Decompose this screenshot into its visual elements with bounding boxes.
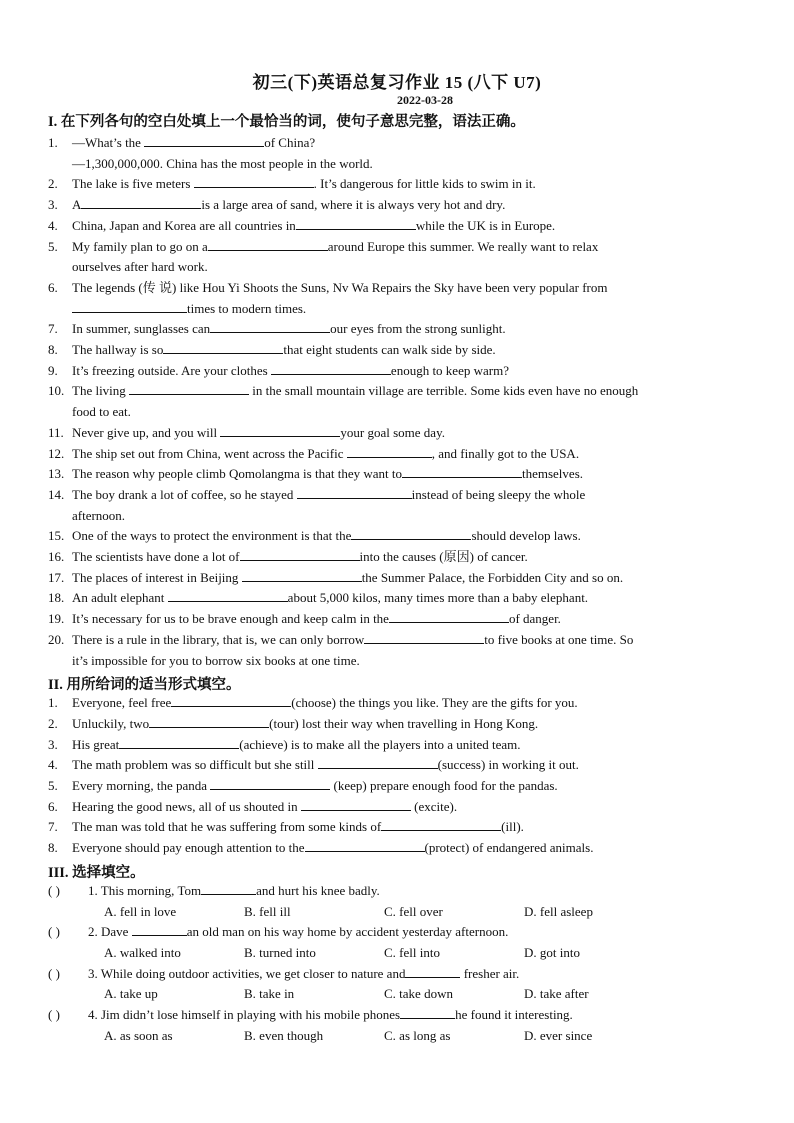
- question-number: 6.: [48, 279, 58, 295]
- mc-option[interactable]: A. walked into: [104, 944, 181, 960]
- question-text: [72, 714, 744, 735]
- question-item: [48, 693, 744, 714]
- question-text: [72, 547, 744, 568]
- item-text: The living: [72, 383, 130, 399]
- item-text: —1,300,000,000. China has the most people in the world.: [72, 155, 373, 171]
- item-text: food to eat.: [72, 404, 131, 420]
- question-number: 13.: [48, 466, 65, 482]
- question-item: [48, 797, 744, 818]
- answer-blank[interactable]: [381, 817, 501, 831]
- answer-blank[interactable]: [318, 755, 438, 769]
- question-number: 15.: [48, 528, 65, 544]
- item-text: The ship set out from China, went across the Pacific: [72, 445, 347, 461]
- answer-blank[interactable]: [242, 568, 362, 582]
- question-text: [72, 776, 744, 797]
- question-number: 12.: [48, 445, 65, 461]
- question-item: [48, 237, 744, 278]
- item-text: 2. Dave: [88, 924, 132, 940]
- item-text: The reason why people climb Qomolangma is that they want to: [72, 466, 402, 482]
- mc-option[interactable]: C. as long as: [384, 1027, 451, 1043]
- answer-blank[interactable]: [149, 714, 269, 728]
- item-text: is a large area of sand, where it is always very hot and dry.: [201, 197, 506, 213]
- item-text: My family plan to go on a: [72, 238, 208, 254]
- question-text: [72, 568, 744, 589]
- question-item: [48, 361, 744, 382]
- item-text: while the UK is in Europe.: [415, 217, 556, 233]
- answer-blank[interactable]: [210, 776, 330, 790]
- answer-blank[interactable]: [201, 881, 256, 895]
- answer-parentheses[interactable]: ( ): [48, 924, 60, 940]
- question-item: [48, 216, 744, 237]
- question-item: [48, 817, 744, 838]
- item-text: into the causes (原因) of cancer.: [359, 549, 528, 564]
- mc-option[interactable]: B. fell ill: [244, 903, 291, 919]
- answer-blank[interactable]: [163, 340, 283, 354]
- question-text: [72, 735, 744, 756]
- item-text: the Summer Palace, the Forbidden City and so on.: [361, 569, 624, 585]
- question-item: [48, 464, 744, 485]
- question-number: 18.: [48, 590, 65, 606]
- item-text: of danger.: [508, 611, 561, 627]
- question-item: [48, 526, 744, 547]
- item-text: His great: [72, 736, 120, 752]
- question-item: [48, 755, 744, 776]
- answer-blank[interactable]: [389, 609, 509, 623]
- answer-blank[interactable]: [171, 693, 291, 707]
- answer-blank[interactable]: [72, 299, 187, 313]
- question-text: [72, 340, 744, 361]
- item-text: Every morning, the panda: [72, 778, 211, 793]
- item-text: —What’s the: [72, 135, 145, 150]
- answer-blank[interactable]: [297, 485, 412, 499]
- question-text: [72, 133, 744, 174]
- question-number: 8.: [48, 840, 58, 856]
- answer-blank[interactable]: [240, 547, 360, 561]
- item-text: (excite).: [410, 798, 458, 814]
- item-text: he found it interesting.: [455, 1007, 573, 1022]
- question-number: 6.: [48, 798, 58, 814]
- mc-option[interactable]: D. fell asleep: [524, 903, 593, 919]
- item-text: (achieve) is to make all the players into a united team.: [239, 736, 521, 752]
- question-number: 10.: [48, 383, 65, 399]
- answer-blank[interactable]: [129, 381, 249, 395]
- answer-blank[interactable]: [210, 319, 330, 333]
- question-number: 9.: [48, 362, 58, 378]
- question-number: 5.: [48, 238, 58, 254]
- question-text: [72, 174, 744, 195]
- question-item: [48, 714, 744, 735]
- item-text: our eyes from the strong sunlight.: [330, 321, 506, 337]
- question-number: 11.: [48, 424, 64, 440]
- item-text: and hurt his knee badly.: [256, 882, 380, 898]
- mc-option[interactable]: D. ever since: [524, 1027, 593, 1043]
- section-3-heading: III. 选择填空。: [48, 864, 145, 881]
- question-number: 19.: [48, 611, 65, 627]
- question-text: [72, 278, 744, 319]
- item-text: it’s impossible for you to borrow six books at one time.: [72, 652, 360, 668]
- question-text: [72, 609, 744, 630]
- answer-blank[interactable]: [132, 922, 187, 936]
- page-title: 初三(下)英语总复习作业 15 (八下 U7): [252, 73, 542, 92]
- question-item: [48, 609, 744, 630]
- item-text: . It’s dangerous for little kids to swim in it.: [313, 176, 536, 192]
- item-text: your goal some day.: [340, 424, 445, 440]
- item-text: Hearing the good news, all of us shouted in: [72, 798, 301, 814]
- section-1-heading: I. 在下列各句的空白处填上一个最恰当的词，使句子意思完整，语法正确。: [48, 114, 525, 130]
- answer-blank[interactable]: [351, 526, 471, 540]
- mc-option[interactable]: A. fell in love: [104, 903, 177, 919]
- answer-parentheses[interactable]: ( ): [48, 882, 60, 898]
- mc-option[interactable]: A. take up: [104, 986, 158, 1002]
- mc-options: [104, 1026, 704, 1047]
- item-text: that eight students can walk side by side.: [283, 342, 496, 357]
- mc-question: [48, 1005, 748, 1026]
- question-number: 16.: [48, 549, 65, 564]
- question-text: [72, 361, 744, 382]
- item-text: ourselves after hard work.: [72, 259, 208, 275]
- question-text: [72, 588, 744, 609]
- answer-blank[interactable]: [208, 237, 328, 251]
- question-item: [48, 588, 744, 609]
- item-text: 1. This morning, Tom: [88, 882, 202, 898]
- answer-blank[interactable]: [296, 216, 416, 230]
- item-text: afternoon.: [72, 507, 126, 523]
- question-item: [48, 340, 744, 361]
- question-item: [48, 423, 744, 444]
- question-item: [48, 485, 744, 526]
- question-text: [72, 319, 744, 340]
- item-text: 3. While doing outdoor activities, we get closer to nature and: [88, 965, 406, 981]
- item-text: The math problem was so difficult but she still: [72, 757, 318, 773]
- answer-blank[interactable]: [194, 174, 314, 188]
- question-item: [48, 133, 744, 174]
- question-number: 2.: [48, 176, 58, 192]
- question-item: [48, 547, 744, 568]
- item-text: (choose) the things you like. They are the gifts for you.: [291, 695, 578, 711]
- answer-blank[interactable]: [271, 361, 391, 375]
- item-text: themselves.: [521, 466, 583, 482]
- question-item: [48, 444, 744, 465]
- question-number: 1.: [48, 695, 58, 711]
- answer-blank[interactable]: [400, 1005, 455, 1019]
- item-text: The lake is five meters: [72, 176, 194, 192]
- question-item: [48, 381, 744, 422]
- item-text: Everyone should pay enough attention to the: [72, 840, 305, 856]
- question-number: 2.: [48, 715, 58, 731]
- question-text: [72, 797, 744, 818]
- answer-blank[interactable]: [305, 838, 425, 852]
- item-text: China, Japan and Korea are all countries in: [72, 217, 296, 233]
- question-text: [72, 216, 744, 237]
- item-text: It’s freezing outside. Are your clothes: [72, 362, 271, 378]
- section-2-heading: II. 用所给词的适当形式填空。: [48, 677, 241, 694]
- question-text: [72, 423, 744, 444]
- answer-parentheses[interactable]: ( ): [48, 965, 60, 981]
- mc-question: [48, 922, 748, 943]
- question-text: [72, 237, 744, 278]
- item-text: around Europe this summer. We really want to relax: [327, 238, 599, 254]
- question-text: [72, 444, 744, 465]
- question-text: [72, 485, 744, 526]
- item-text: fresher air.: [460, 965, 520, 981]
- item-text: (success) in working it out.: [437, 757, 579, 773]
- question-text: [72, 195, 744, 216]
- item-text: It’s necessary for us to be brave enough and keep calm in the: [72, 611, 389, 627]
- question-number: 7.: [48, 321, 58, 337]
- item-text: One of the ways to protect the environment is that the: [72, 528, 352, 544]
- item-text: should develop laws.: [471, 528, 581, 544]
- item-text: A: [72, 197, 82, 213]
- item-text: , and finally got to the USA.: [431, 445, 580, 461]
- question-number: 17.: [48, 569, 65, 585]
- item-text: enough to keep warm?: [390, 362, 509, 378]
- mc-option[interactable]: B. turned into: [244, 944, 316, 960]
- mc-option[interactable]: D. take after: [524, 986, 589, 1002]
- item-text: in the small mountain village are terrible. Some kids even have no enough: [249, 383, 639, 399]
- question-text: [72, 630, 744, 671]
- question-item: [48, 838, 744, 859]
- item-text: The scientists have done a lot of: [72, 549, 240, 564]
- item-text: 4. Jim didn’t lose himself in playing with his mobile phones: [88, 1007, 401, 1022]
- question-text: [72, 817, 744, 838]
- answer-parentheses[interactable]: ( ): [48, 1007, 60, 1022]
- item-text: (keep) prepare enough food for the pandas.: [330, 778, 558, 793]
- question-number: 4.: [48, 217, 58, 233]
- item-text: (protect) of endangered animals.: [424, 840, 594, 856]
- mc-options: [104, 902, 704, 923]
- mc-option[interactable]: C. fell into: [384, 944, 440, 960]
- mc-option[interactable]: B. even though: [244, 1027, 324, 1043]
- question-number: 4.: [48, 757, 58, 773]
- answer-blank[interactable]: [168, 588, 288, 602]
- question-item: [48, 319, 744, 340]
- item-text: of China?: [264, 135, 316, 150]
- mc-option[interactable]: B. take in: [244, 986, 295, 1002]
- question-text: [72, 526, 744, 547]
- item-text: There is a rule in the library, that is, we can only borrow: [72, 631, 365, 647]
- question-text: [72, 381, 744, 422]
- answer-blank[interactable]: [301, 797, 411, 811]
- item-text: The man was told that he was suffering from some kinds of: [72, 819, 382, 835]
- question-item: [48, 195, 744, 216]
- item-text: times to modern times.: [187, 300, 307, 316]
- item-text: The places of interest in Beijing: [72, 569, 242, 585]
- question-item: [48, 568, 744, 589]
- item-text: Everyone, feel free: [72, 695, 172, 711]
- question-item: [48, 735, 744, 756]
- question-number: 7.: [48, 819, 58, 835]
- mc-option[interactable]: A. as soon as: [104, 1027, 173, 1043]
- question-item: [48, 174, 744, 195]
- item-text: An adult elephant: [72, 590, 168, 606]
- answer-blank[interactable]: [144, 133, 264, 147]
- question-text: [72, 755, 744, 776]
- item-text: instead of being sleepy the whole: [411, 486, 586, 502]
- answer-blank[interactable]: [364, 630, 484, 644]
- question-number: 8.: [48, 342, 58, 357]
- item-text: The hallway is so: [72, 342, 164, 357]
- question-number: 3.: [48, 736, 58, 752]
- mc-question: [48, 964, 748, 985]
- item-text: about 5,000 kilos, many times more than a baby elephant.: [287, 590, 589, 606]
- answer-blank[interactable]: [81, 195, 201, 209]
- mc-options: [104, 984, 704, 1005]
- question-number: 14.: [48, 486, 65, 502]
- question-item: [48, 278, 744, 319]
- mc-option[interactable]: D. got into: [524, 944, 580, 960]
- item-text: Never give up, and you will: [72, 424, 221, 440]
- item-text: (ill).: [501, 819, 524, 835]
- answer-blank[interactable]: [347, 444, 432, 458]
- item-text: Unluckily, two: [72, 715, 150, 731]
- question-text: [72, 838, 744, 859]
- question-item: [48, 630, 744, 671]
- mc-question: [48, 881, 748, 902]
- mc-option[interactable]: C. take down: [384, 986, 453, 1002]
- question-text: [72, 693, 744, 714]
- question-number: 1.: [48, 135, 58, 150]
- question-number: 20.: [48, 631, 65, 647]
- question-text: [72, 464, 744, 485]
- item-text: (tour) lost their way when travelling in Hong Kong.: [269, 715, 539, 731]
- item-text: The legends (传 说) like Hou Yi Shoots the Suns, Nv Wa Repairs the Sky have been very popular from: [72, 279, 608, 295]
- question-item: [48, 776, 744, 797]
- item-text: an old man on his way home by accident yesterday afternoon.: [186, 924, 509, 940]
- answer-blank[interactable]: [119, 735, 239, 749]
- item-text: The boy drank a lot of coffee, so he stayed: [72, 486, 297, 502]
- answer-blank[interactable]: [402, 464, 522, 478]
- mc-option[interactable]: C. fell over: [384, 903, 443, 919]
- answer-blank[interactable]: [220, 423, 340, 437]
- item-text: In summer, sunglasses can: [72, 321, 211, 337]
- page-date: 2022-03-28: [397, 93, 453, 107]
- question-number: 3.: [48, 197, 58, 213]
- answer-blank[interactable]: [405, 964, 460, 978]
- item-text: to five books at one time. So: [484, 631, 634, 647]
- mc-options: [104, 943, 704, 964]
- question-number: 5.: [48, 778, 58, 793]
